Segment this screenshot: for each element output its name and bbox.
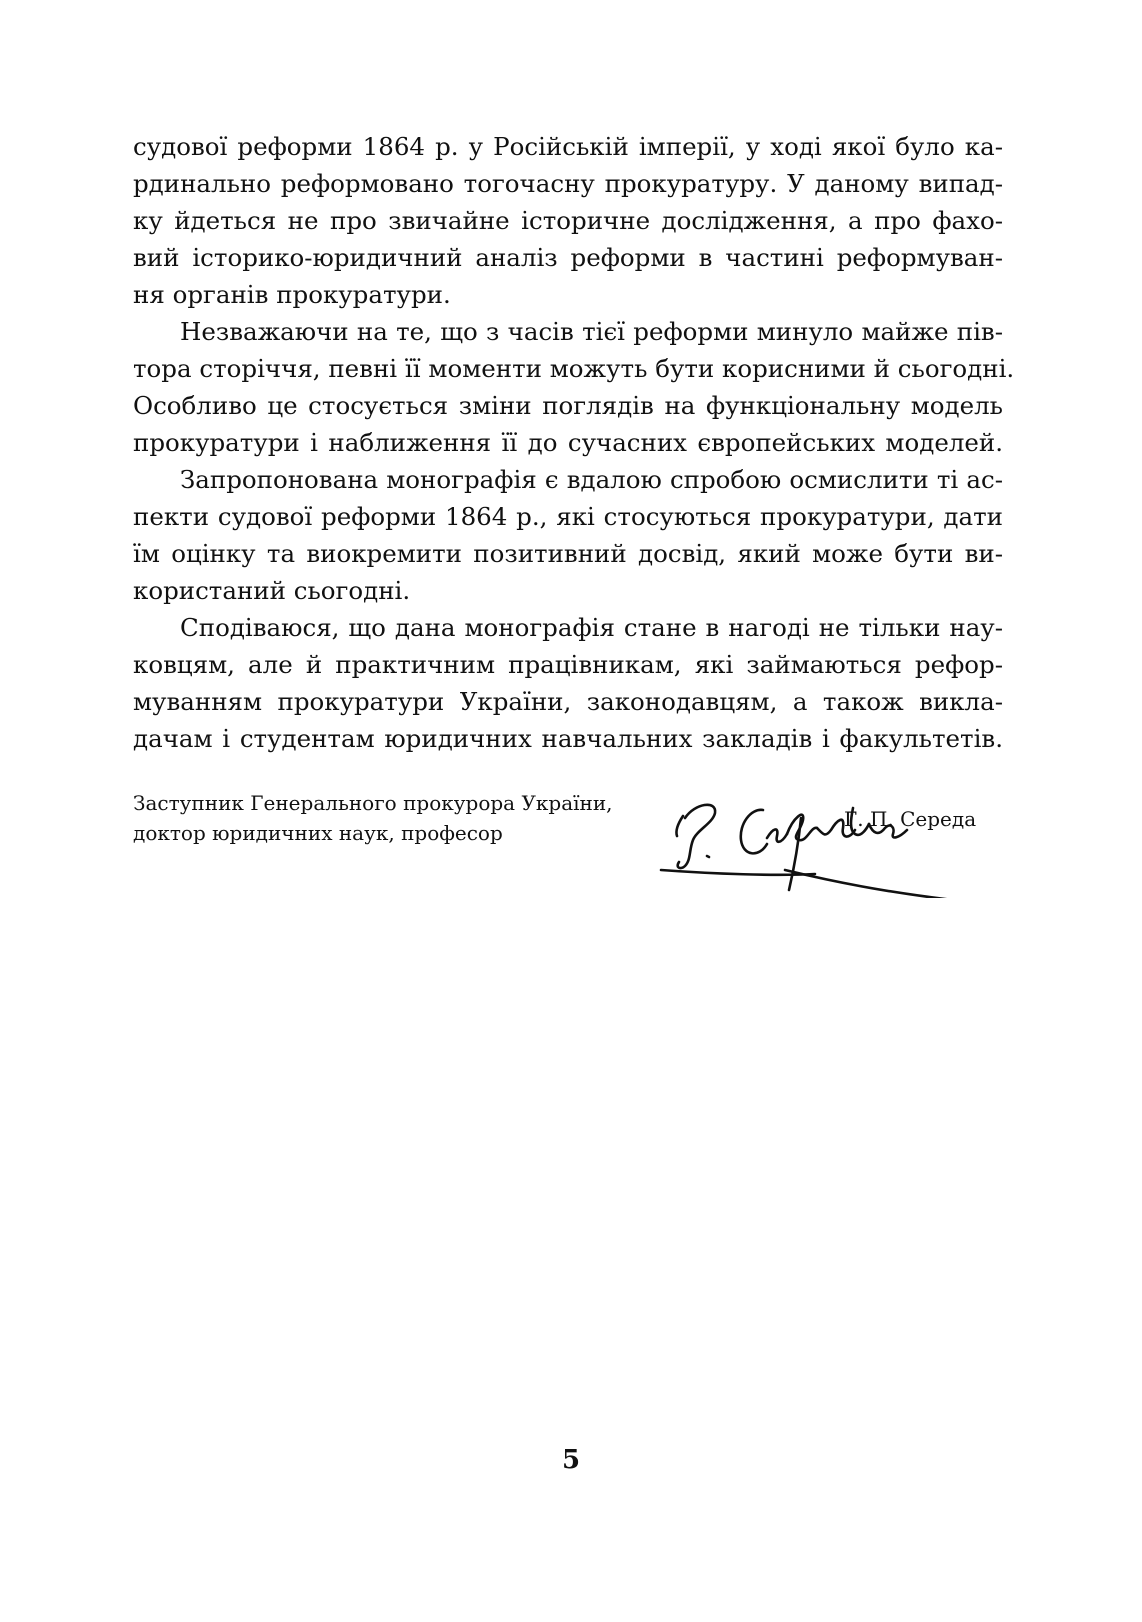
text-line: тора сторіччя, певні її моменти можуть бути корисними й сьогодні.	[133, 354, 1015, 383]
signatory-name: Г. П. Середа	[844, 807, 977, 831]
text-line: Сподіваюся, що дана монографія стане в нагоді не тільки нау-	[180, 613, 1003, 642]
text-line: пекти судової реформи 1864 р., які стосуються прокуратури, дати	[133, 502, 1003, 531]
text-line: вий історико-юридичний аналіз реформи в частині реформуван-	[133, 243, 1003, 272]
text-line: Запропонована монографія є вдалою спробою осмислити ті ас-	[180, 465, 1003, 494]
text-line: рдинально реформовано тогочасну прокуратуру. У даному випад-	[133, 169, 1003, 198]
text-line: ковцям, але й практичним працівникам, які займаються рефор-	[133, 650, 1003, 679]
text-line: судової реформи 1864 р. у Російській імперії, у ході якої було ка-	[133, 132, 1003, 161]
body-text	[133, 128, 1015, 757]
text-line: їм оцінку та виокремити позитивний досвід, який може бути ви-	[133, 539, 1003, 568]
signature-block	[133, 788, 1003, 908]
text-line: Незважаючи на те, що з часів тієї реформи минуло майже пів-	[180, 317, 1003, 346]
signatory-degree: доктор юридичних наук, професор	[133, 821, 503, 845]
handwritten-signature	[655, 778, 985, 898]
text-line: муванням прокуратури України, законодавцям, а також викла-	[133, 687, 1003, 716]
signatory-title: Заступник Генерального прокурора України,	[133, 791, 613, 815]
text-line: користаний сьогодні.	[133, 576, 411, 605]
text-line: Особливо це стосується зміни поглядів на функціональну модель	[133, 391, 1003, 420]
text-line: дачам і студентам юридичних навчальних закладів і факультетів.	[133, 724, 1003, 753]
text-line: ку йдеться не про звичайне історичне дослідження, а про фахо-	[133, 206, 1003, 235]
signatory-role	[133, 788, 613, 848]
text-line: ня органів прокуратури.	[133, 280, 451, 309]
text-line: прокуратури і наближення її до сучасних європейських моделей.	[133, 428, 1003, 457]
page-number: 5	[561, 1445, 581, 1475]
